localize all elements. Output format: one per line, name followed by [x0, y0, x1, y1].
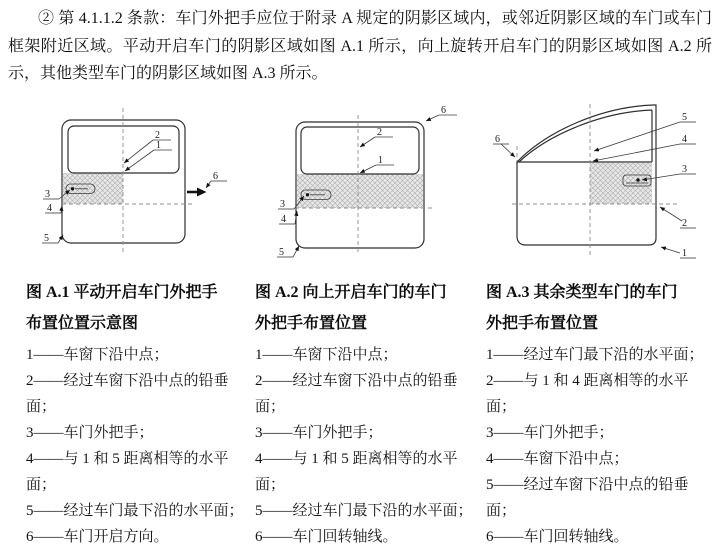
- svg-text:4: 4: [682, 134, 687, 145]
- svg-text:1: 1: [378, 155, 383, 166]
- legend-item: 3——车门外把手；: [255, 425, 383, 441]
- legend-item: 2——经过车窗下沿中点的铅垂面；: [255, 373, 458, 415]
- callout-5: [594, 112, 696, 151]
- svg-text:6: 6: [495, 134, 500, 145]
- callout-6: [426, 105, 457, 121]
- legend-item: 3——车门外把手；: [26, 425, 154, 441]
- figure-a3-legend: [486, 342, 716, 550]
- svg-text:3: 3: [682, 164, 687, 175]
- figure-a2-caption-block: [255, 277, 477, 550]
- legend-item: 4——车窗下沿中点；: [486, 451, 629, 467]
- figure-a2-caption-line1: 图 A.2 向上开启车门的车门: [255, 284, 447, 301]
- legend-item: 5——经过车门最下沿的水平面；: [26, 503, 244, 519]
- legend-item: 4——与 1 和 5 距离相等的水平面；: [26, 451, 229, 493]
- callout-1: [661, 247, 696, 259]
- legend-item: 1——经过车门最下沿的水平面；: [486, 347, 704, 363]
- svg-text:6: 6: [213, 171, 218, 182]
- figure-a2-legend: [255, 342, 477, 550]
- figure-a3-caption-line2: 外把手布置位置: [486, 315, 599, 332]
- callout-4: [593, 134, 696, 161]
- svg-text:5: 5: [279, 247, 284, 258]
- figure-a2-caption-line2: 外把手布置位置: [255, 315, 368, 332]
- callout-2: [360, 127, 393, 147]
- figure-a2-diagram: [255, 103, 485, 270]
- svg-text:4: 4: [47, 203, 52, 214]
- legend-item: 5——经过车门最下沿的水平面；: [255, 503, 473, 519]
- callout-1: [125, 140, 172, 171]
- legend-item: 5——经过车窗下沿中点的铅垂面；: [486, 477, 689, 519]
- svg-text:5: 5: [44, 233, 49, 244]
- callout-2: [660, 207, 696, 229]
- legend-item: 6——车门回转轴线。: [255, 529, 398, 545]
- callout-4: [45, 203, 62, 214]
- callout-4: [279, 211, 297, 225]
- shaded-zone: [297, 174, 423, 208]
- legend-item: 6——车门回转轴线。: [486, 529, 629, 545]
- svg-text:5: 5: [682, 112, 687, 123]
- callout-1: [360, 155, 394, 173]
- legend-item: 2——与 1 和 4 距离相等的水平面；: [486, 373, 689, 415]
- door-window: [301, 127, 419, 174]
- legend-item: 1——车窗下沿中点；: [255, 347, 398, 363]
- svg-text:2: 2: [155, 130, 160, 141]
- svg-text:1: 1: [682, 248, 687, 259]
- window-frame: [517, 110, 652, 162]
- clause-paragraph: ② 第 4.1.1.2 条款：车门外把手应位于附录 A 规定的阴影区域内，或邻近阴影区域的车门或车门框架附近区域。平动开启车门的阴影区域如图 A.1 所示，向上旋转开启车门的阴影区域如图 A.2 所示，其他类型车门的阴影区域如图 A.3 所示。: [8, 10, 712, 82]
- door-opening-direction-arrow: [187, 188, 207, 197]
- svg-text:1: 1: [156, 140, 161, 151]
- legend-item: 1——车窗下沿中点；: [26, 347, 169, 363]
- svg-text:6: 6: [441, 105, 446, 116]
- legend-item: 6——车门开启方向。: [26, 529, 169, 545]
- legend-item: 3——车门外把手；: [486, 425, 614, 441]
- svg-text:2: 2: [377, 127, 382, 138]
- figure-a1-legend: [26, 342, 250, 550]
- figure-a3-caption-block: [486, 277, 716, 550]
- svg-text:3: 3: [280, 199, 285, 210]
- svg-text:4: 4: [281, 214, 286, 225]
- legend-item: 4——与 1 和 5 距离相等的水平面；: [255, 451, 458, 493]
- callout-6: [493, 134, 515, 157]
- callout-5: [42, 233, 63, 244]
- figure-a1-caption-line2: 布置位置示意图: [26, 315, 139, 332]
- figure-a1-caption-line1: 图 A.1 平动开启车门外把手: [26, 284, 218, 301]
- figure-a1-caption-block: [26, 277, 250, 550]
- svg-text:2: 2: [682, 218, 687, 229]
- figure-a1-diagram: [30, 103, 260, 270]
- door-window: [68, 126, 179, 173]
- shaded-zone: [590, 163, 652, 204]
- figure-a3-caption-line1: 图 A.3 其余类型车门的车门: [486, 284, 678, 301]
- callout-5: [277, 246, 299, 258]
- legend-item: 2——经过车窗下沿中点的铅垂面；: [26, 373, 229, 415]
- callout-6: [206, 171, 227, 188]
- svg-text:3: 3: [45, 189, 50, 200]
- figure-a3-diagram: [483, 103, 720, 270]
- callout-2: [124, 130, 171, 163]
